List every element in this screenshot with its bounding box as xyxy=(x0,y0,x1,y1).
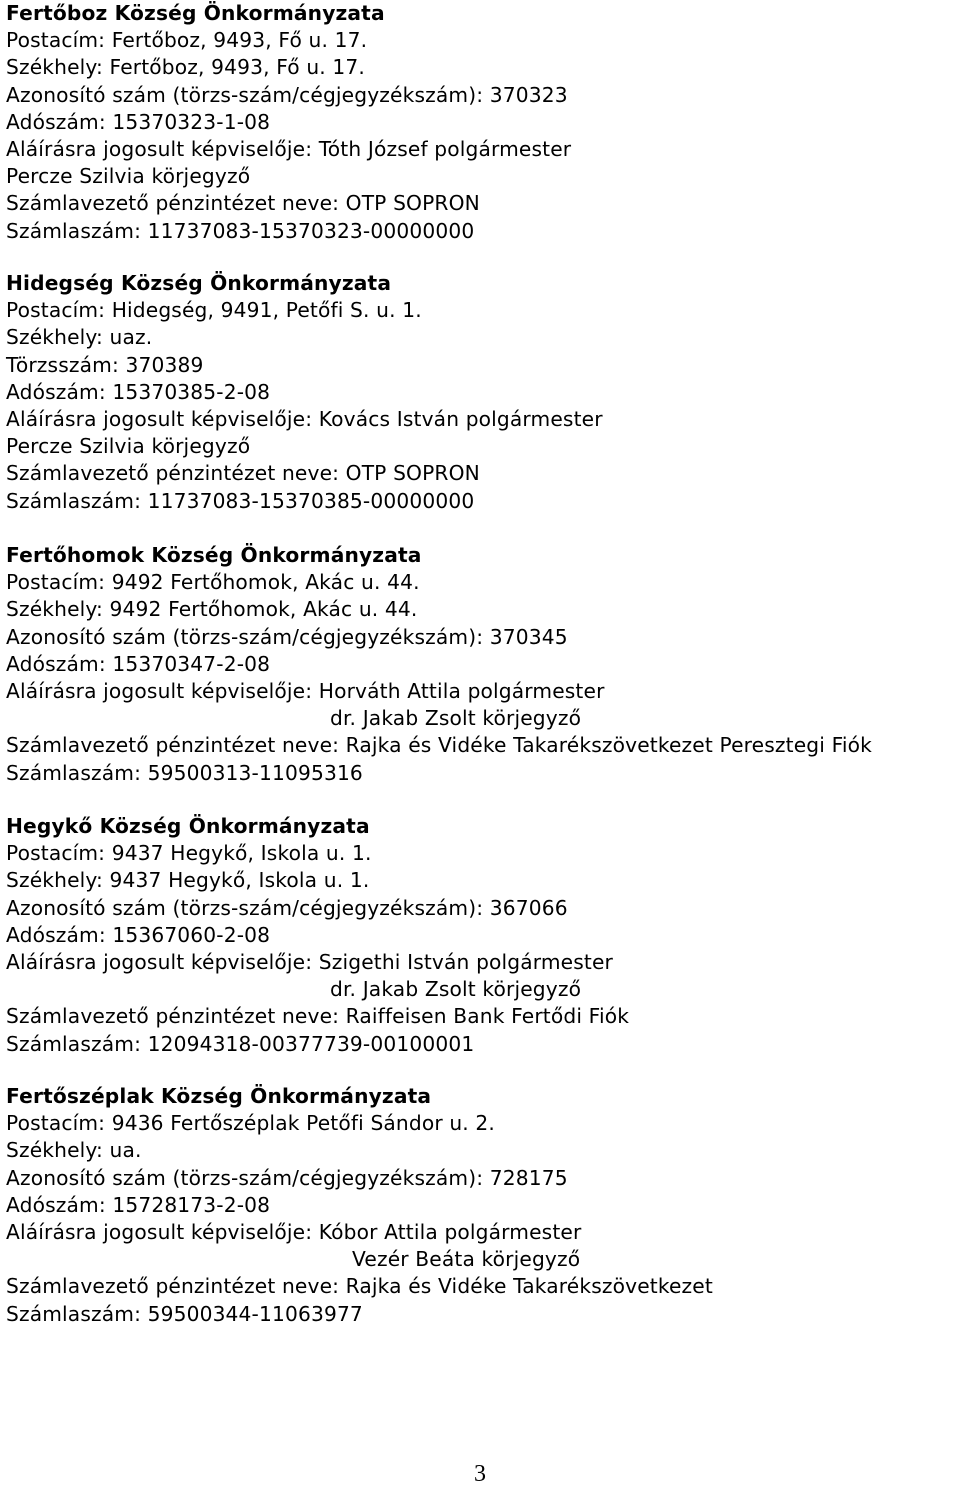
clerk: dr. Jakab Zsolt körjegyző xyxy=(330,706,582,731)
postal-address: Postacím: 9437 Hegykő, Iskola u. 1. xyxy=(6,841,372,866)
entity-title: Fertőhomok Község Önkormányzata xyxy=(6,543,422,567)
account-number: Számlaszám: 59500313-11095316 xyxy=(6,760,363,785)
registry-id: Azonosító szám (törzs-szám/cégjegyzékszám): 728175 xyxy=(6,1165,568,1190)
seat-address: Székhely: Fertőboz, 9493, Fő u. 17. xyxy=(6,55,365,80)
signatory: Aláírásra jogosult képviselője: Kóbor Attila polgármester xyxy=(6,1219,582,1244)
tax-number: Adószám: 15728173-2-08 xyxy=(6,1192,271,1217)
account-number: Számlaszám: 59500344-11063977 xyxy=(6,1301,363,1326)
entity-block-fertoboz xyxy=(6,0,956,245)
signatory: Aláírásra jogosult képviselője: Kovács István polgármester xyxy=(6,406,603,431)
clerk: Percze Szilvia körjegyző xyxy=(6,164,251,189)
clerk: Percze Szilvia körjegyző xyxy=(6,434,251,459)
registry-id: Azonosító szám (törzs-szám/cégjegyzékszám): 370345 xyxy=(6,624,568,649)
seat-address: Székhely: 9492 Fertőhomok, Akác u. 44. xyxy=(6,597,418,622)
entity-block-fertohomok xyxy=(6,542,956,787)
tax-number: Adószám: 15370323-1-08 xyxy=(6,109,271,134)
seat-address: Székhely: 9437 Hegykő, Iskola u. 1. xyxy=(6,868,370,893)
account-number: Számlaszám: 12094318-00377739-00100001 xyxy=(6,1031,475,1056)
entity-block-hidegseg xyxy=(6,270,956,515)
signatory: Aláírásra jogosult képviselője: Tóth József polgármester xyxy=(6,136,572,161)
tax-number: Adószám: 15370347-2-08 xyxy=(6,651,271,676)
entity-title: Hegykő Község Önkormányzata xyxy=(6,814,370,838)
entity-title: Fertőszéplak Község Önkormányzata xyxy=(6,1084,432,1108)
bank-name: Számlavezető pénzintézet neve: OTP SOPRON xyxy=(6,191,480,216)
signatory: Aláírásra jogosult képviselője: Horváth Attila polgármester xyxy=(6,678,605,703)
postal-address: Postacím: 9492 Fertőhomok, Akác u. 44. xyxy=(6,570,420,595)
tax-number: Adószám: 15367060-2-08 xyxy=(6,922,271,947)
seat-address: Székhely: uaz. xyxy=(6,325,153,350)
entity-block-hegyko xyxy=(6,813,956,1058)
signatory: Aláírásra jogosult képviselője: Szigethi István polgármester xyxy=(6,949,614,974)
postal-address: Postacím: Hidegség, 9491, Petőfi S. u. 1. xyxy=(6,298,422,323)
registry-id: Azonosító szám (törzs-szám/cégjegyzékszám): 370323 xyxy=(6,82,568,107)
clerk: Vezér Beáta körjegyző xyxy=(352,1247,581,1272)
bank-name: Számlavezető pénzintézet neve: Raiffeisen Bank Fertődi Fiók xyxy=(6,1004,630,1029)
registry-id: Azonosító szám (törzs-szám/cégjegyzékszám): 367066 xyxy=(6,895,568,920)
page-number: 3 xyxy=(474,1461,486,1487)
clerk: dr. Jakab Zsolt körjegyző xyxy=(330,977,582,1002)
seat-address: Székhely: ua. xyxy=(6,1138,142,1163)
account-number: Számlaszám: 11737083-15370323-00000000 xyxy=(6,218,475,243)
entity-title: Hidegség Község Önkormányzata xyxy=(6,271,392,295)
tax-number: Adószám: 15370385-2-08 xyxy=(6,379,271,404)
account-number: Számlaszám: 11737083-15370385-00000000 xyxy=(6,488,475,513)
entity-title: Fertőboz Község Önkormányzata xyxy=(6,1,385,25)
entity-block-fertoszeplak xyxy=(6,1083,956,1328)
bank-name: Számlavezető pénzintézet neve: Rajka és Vidéke Takarékszövetkezet Peresztegi Fiók xyxy=(6,733,872,758)
bank-name: Számlavezető pénzintézet neve: Rajka és Vidéke Takarékszövetkezet xyxy=(6,1274,713,1299)
bank-name: Számlavezető pénzintézet neve: OTP SOPRON xyxy=(6,461,480,486)
registry-id: Törzsszám: 370389 xyxy=(6,352,204,377)
postal-address: Postacím: 9436 Fertőszéplak Petőfi Sándor u. 2. xyxy=(6,1111,495,1136)
postal-address: Postacím: Fertőboz, 9493, Fő u. 17. xyxy=(6,28,368,53)
